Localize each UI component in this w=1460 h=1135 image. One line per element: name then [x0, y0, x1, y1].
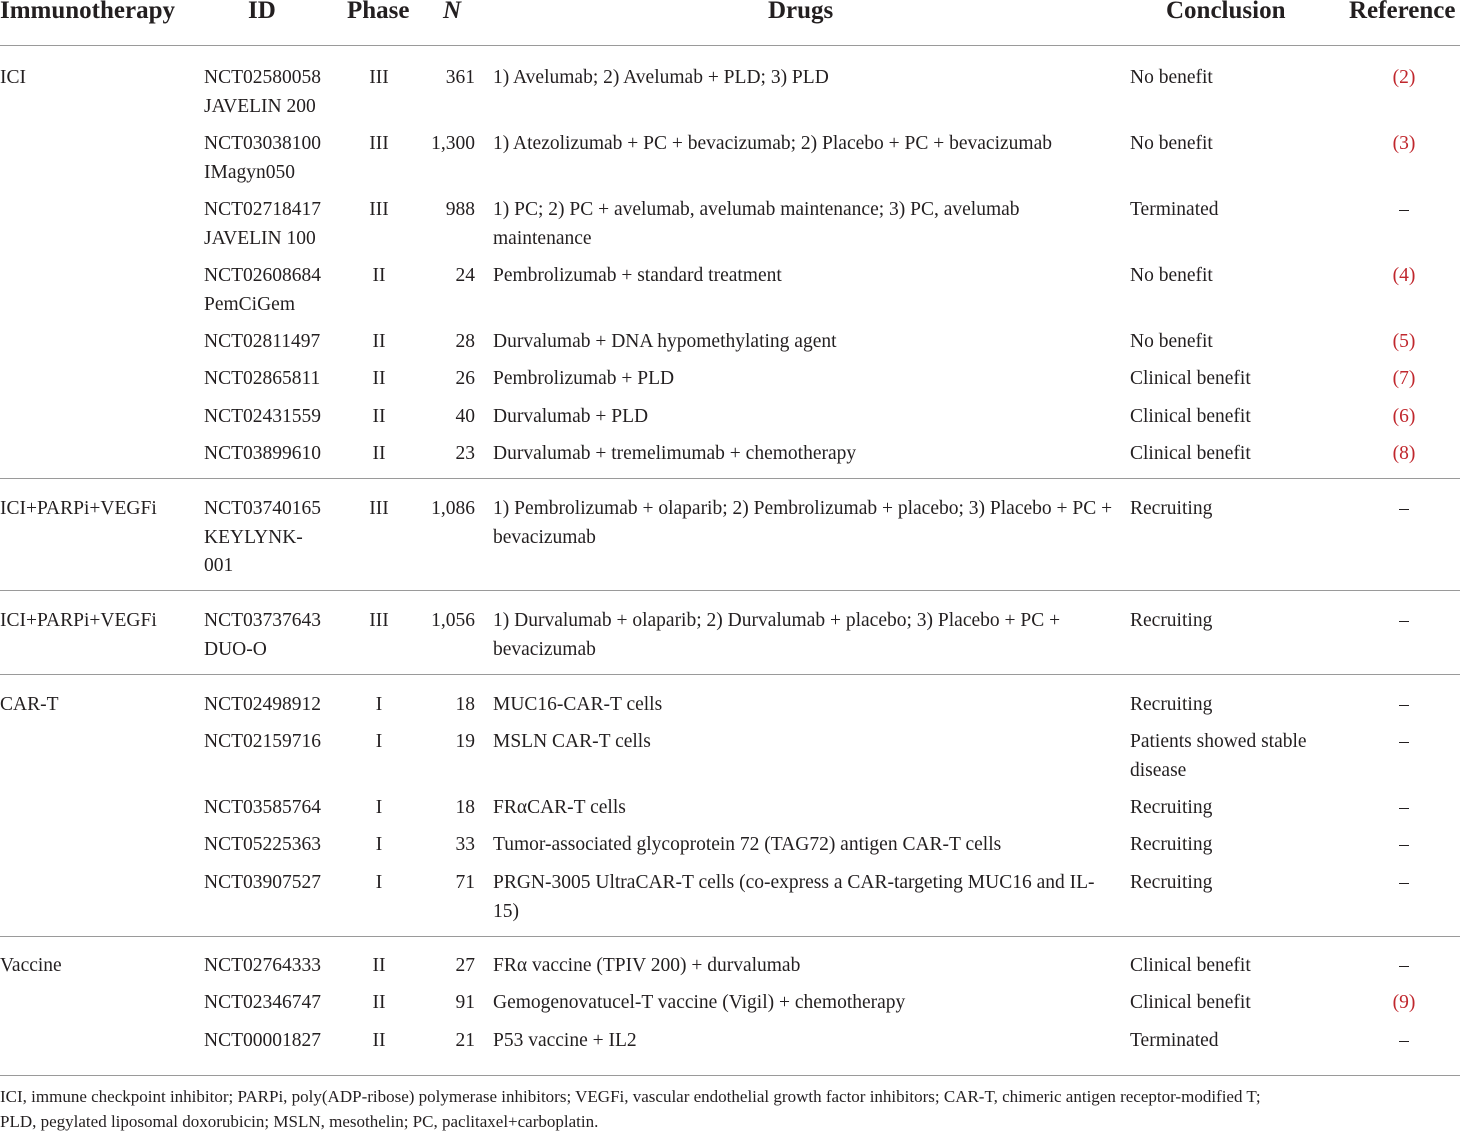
cell-drugs: Tumor-associated glycoprotein 72 (TAG72) antigen CAR-T cells [493, 834, 1002, 855]
cell-immunotherapy: Vaccine [0, 955, 62, 976]
cell-drugs: Durvalumab + tremelimumab + chemotherapy [493, 443, 857, 464]
cell-id [204, 869, 321, 898]
trial-id-line: NCT03907527 [204, 872, 321, 893]
cell-id [204, 64, 321, 121]
reference-empty: – [1399, 1030, 1409, 1051]
cell-conclusion: No benefit [1130, 331, 1213, 352]
cell-drugs: 1) Pembrolizumab + olaparib; 2) Pembrolizumab + placebo; 3) Placebo + PC + bevacizumab [493, 498, 1113, 548]
trial-id-line: NCT02580058 [204, 67, 321, 88]
cell-n: 71 [455, 872, 475, 893]
cell-id [204, 328, 320, 357]
cell-phase: I [375, 731, 383, 752]
cell-n: 21 [455, 1030, 475, 1051]
header-phase: Phase [347, 0, 410, 24]
cell-reference: (6) [1392, 406, 1416, 427]
cell-n: 18 [455, 797, 475, 818]
cell-drugs: Gemogenovatucel-T vaccine (Vigil) + chemotherapy [493, 992, 906, 1013]
cell-n: 26 [455, 368, 475, 389]
footnote-line: ICI, immune checkpoint inhibitor; PARPi, poly(ADP-ribose) polymerase inhibitors; VEGFi, vascular endothelial growth factor inhibitors; CAR-T, chimeric antigen receptor-modified T; [0, 1087, 1261, 1106]
cell-immunotherapy: ICI+PARPi+VEGFi [0, 610, 157, 631]
cell-n: 1,056 [431, 610, 475, 631]
cell-reference [1374, 196, 1434, 225]
cell-id [204, 831, 321, 860]
trial-id-line: DUO-O [204, 638, 267, 660]
cell-conclusion: No benefit [1130, 265, 1213, 286]
cell-phase: III [369, 498, 389, 519]
cell-phase: II [372, 443, 386, 464]
trial-id-line: IMagyn050 [204, 161, 295, 183]
trial-id-line: NCT02346747 [204, 992, 321, 1013]
cell-immunotherapy: ICI [0, 67, 26, 88]
trial-id-line: NCT02718417 [204, 199, 321, 220]
cell-conclusion: Clinical benefit [1130, 955, 1251, 976]
trial-id-line: NCT02811497 [204, 331, 321, 352]
cell-phase: I [375, 694, 383, 715]
cell-drugs: FRα vaccine (TPIV 200) + durvalumab [493, 955, 801, 976]
table-footnote [0, 1084, 1460, 1134]
reference-link[interactable]: 6 [1399, 406, 1409, 427]
trial-id-line: NCT03740165 [204, 498, 321, 519]
trial-id-line: PemCiGem [204, 293, 295, 315]
header-conclusion: Conclusion [1166, 0, 1286, 24]
cell-n: 40 [455, 406, 475, 427]
group-divider [0, 936, 1460, 937]
cell-n: 91 [455, 992, 475, 1013]
reference-link[interactable]: 3 [1399, 133, 1409, 154]
cell-drugs: Durvalumab + PLD [493, 406, 649, 427]
cell-phase: III [369, 199, 389, 220]
cell-id [204, 440, 321, 469]
cell-immunotherapy: ICI+PARPi+VEGFi [0, 498, 157, 519]
cell-reference [1374, 794, 1434, 823]
cell-conclusion: Recruiting [1130, 872, 1213, 893]
cell-n: 27 [455, 955, 475, 976]
cell-conclusion: Recruiting [1130, 610, 1213, 631]
cell-id [204, 365, 320, 394]
trial-id-line: NCT05225363 [204, 834, 321, 855]
cell-id [204, 607, 321, 664]
cell-reference [1374, 691, 1434, 720]
cell-reference: (4) [1392, 265, 1416, 286]
trial-id-line: JAVELIN 200 [204, 95, 316, 117]
cell-phase: III [369, 67, 389, 88]
cell-reference: (3) [1392, 133, 1416, 154]
reference-empty: – [1399, 872, 1409, 893]
cell-phase: III [369, 133, 389, 154]
cell-reference: (7) [1392, 368, 1416, 389]
cell-conclusion: No benefit [1130, 133, 1213, 154]
cell-reference [1374, 607, 1434, 636]
reference-link[interactable]: 5 [1399, 331, 1409, 352]
cell-id [204, 1027, 321, 1056]
cell-reference: (8) [1392, 443, 1416, 464]
reference-empty: – [1399, 610, 1409, 631]
trial-id-line: NCT03585764 [204, 797, 321, 818]
trial-id-line: KEYLYNK- [204, 526, 303, 548]
reference-link[interactable]: 2 [1399, 67, 1409, 88]
cell-drugs: 1) Atezolizumab + PC + bevacizumab; 2) Placebo + PC + bevacizumab [493, 133, 1052, 154]
reference-empty: – [1399, 797, 1409, 818]
reference-link[interactable]: 9 [1399, 992, 1409, 1013]
table-bottom-rule [0, 1075, 1460, 1076]
cell-drugs: Durvalumab + DNA hypomethylating agent [493, 331, 837, 352]
cell-conclusion: No benefit [1130, 67, 1213, 88]
cell-phase: II [372, 992, 386, 1013]
reference-link[interactable]: 4 [1399, 265, 1409, 286]
group-divider [0, 590, 1460, 591]
cell-drugs: P53 vaccine + IL2 [493, 1030, 637, 1051]
trial-id-line: NCT02764333 [204, 955, 321, 976]
cell-n: 988 [445, 199, 475, 220]
cell-phase: III [369, 610, 389, 631]
cell-phase: II [372, 265, 386, 286]
cell-conclusion: Recruiting [1130, 797, 1213, 818]
reference-empty: – [1399, 731, 1409, 752]
cell-n: 1,300 [431, 133, 475, 154]
cell-n: 24 [455, 265, 475, 286]
header-drugs: Drugs [768, 0, 834, 24]
cell-n: 361 [445, 67, 475, 88]
trial-id-line: NCT02159716 [204, 731, 321, 752]
cell-conclusion: Terminated [1130, 199, 1219, 220]
trial-id-line: NCT02608684 [204, 265, 321, 286]
header-id: ID [248, 0, 276, 24]
trial-id-line: NCT02498912 [204, 694, 321, 715]
cell-phase: II [372, 1030, 386, 1051]
cell-phase: II [372, 331, 386, 352]
cell-id [204, 130, 321, 187]
header-reference: Reference [1349, 0, 1456, 24]
group-divider [0, 478, 1460, 479]
reference-link[interactable]: 8 [1399, 443, 1409, 464]
reference-empty: – [1399, 498, 1409, 519]
cell-reference [1374, 495, 1434, 524]
cell-conclusion: Clinical benefit [1130, 406, 1251, 427]
cell-reference [1374, 869, 1434, 898]
reference-empty: – [1399, 955, 1409, 976]
trial-id-line: NCT03737643 [204, 610, 321, 631]
trial-id-line: 001 [204, 555, 234, 576]
cell-conclusion: Terminated [1130, 1030, 1219, 1051]
table-header [0, 0, 1460, 30]
reference-empty: – [1399, 694, 1409, 715]
cell-n: 19 [455, 731, 475, 752]
cell-reference [1374, 1027, 1434, 1056]
reference-empty: – [1399, 199, 1409, 220]
cell-phase: I [375, 872, 383, 893]
cell-n: 18 [455, 694, 475, 715]
header-rule [0, 45, 1460, 46]
footnote-line: PLD, pegylated liposomal doxorubicin; MSLN, mesothelin; PC, paclitaxel+carboplatin. [0, 1112, 599, 1131]
cell-immunotherapy: CAR-T [0, 694, 59, 715]
cell-n: 1,086 [431, 498, 475, 519]
cell-drugs: PRGN-3005 UltraCAR-T cells (co-express a CAR-targeting MUC16 and IL-15) [493, 872, 1095, 922]
cell-conclusion: Patients showed stable disease [1130, 731, 1307, 781]
cell-id [204, 989, 321, 1018]
cell-id [204, 728, 321, 757]
cell-id [204, 794, 321, 823]
trial-id-line: NCT00001827 [204, 1030, 321, 1051]
cell-phase: I [375, 797, 383, 818]
cell-n: 23 [455, 443, 475, 464]
cell-conclusion: Recruiting [1130, 498, 1213, 519]
cell-drugs: MSLN CAR-T cells [493, 731, 651, 752]
reference-empty: – [1399, 834, 1409, 855]
reference-link[interactable]: 7 [1399, 368, 1409, 389]
cell-phase: II [372, 368, 386, 389]
cell-conclusion: Recruiting [1130, 834, 1213, 855]
group-divider [0, 674, 1460, 675]
cell-n: 28 [455, 331, 475, 352]
cell-conclusion: Clinical benefit [1130, 443, 1251, 464]
cell-conclusion: Recruiting [1130, 694, 1213, 715]
header-immunotherapy: Immunotherapy [0, 0, 176, 24]
cell-id [204, 495, 321, 581]
header-n: N [443, 0, 462, 24]
cell-phase: I [375, 834, 383, 855]
trial-id-line: JAVELIN 100 [204, 227, 316, 249]
cell-drugs: 1) PC; 2) PC + avelumab, avelumab maintenance; 3) PC, avelumab maintenance [493, 199, 1020, 249]
cell-drugs: 1) Avelumab; 2) Avelumab + PLD; 3) PLD [493, 67, 829, 88]
cell-n: 33 [455, 834, 475, 855]
cell-phase: II [372, 955, 386, 976]
cell-id [204, 196, 321, 253]
cell-reference [1374, 952, 1434, 981]
cell-reference: (5) [1392, 331, 1416, 352]
cell-conclusion: Clinical benefit [1130, 368, 1251, 389]
trial-id-line: NCT02431559 [204, 406, 321, 427]
cell-conclusion: Clinical benefit [1130, 992, 1251, 1013]
cell-drugs: Pembrolizumab + PLD [493, 368, 675, 389]
cell-drugs: Pembrolizumab + standard treatment [493, 265, 782, 286]
cell-id [204, 403, 321, 432]
cell-drugs: FRαCAR-T cells [493, 797, 626, 818]
cell-id [204, 952, 321, 981]
cell-phase: II [372, 406, 386, 427]
cell-reference [1374, 831, 1434, 860]
cell-reference: (2) [1392, 67, 1416, 88]
cell-reference: (9) [1392, 992, 1416, 1013]
cell-id [204, 262, 321, 319]
cell-drugs: 1) Durvalumab + olaparib; 2) Durvalumab + placebo; 3) Placebo + PC + bevacizumab [493, 610, 1061, 660]
cell-id [204, 691, 321, 720]
cell-drugs: MUC16-CAR-T cells [493, 694, 663, 715]
cell-reference [1374, 728, 1434, 757]
trial-id-line: NCT03899610 [204, 443, 321, 464]
trial-id-line: NCT03038100 [204, 133, 321, 154]
trial-id-line: NCT02865811 [204, 368, 321, 389]
